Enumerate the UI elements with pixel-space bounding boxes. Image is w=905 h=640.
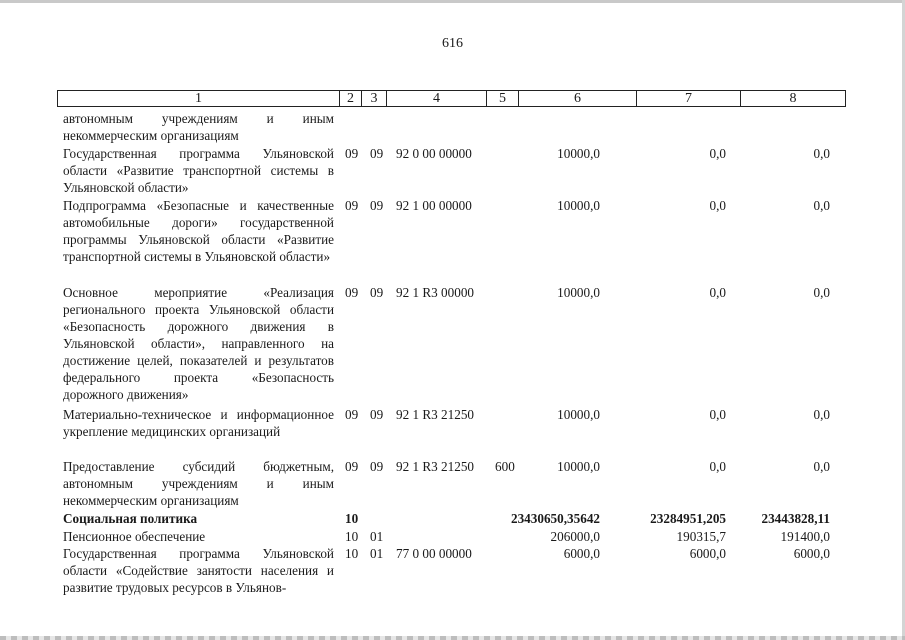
row-value-col7: 190315,7	[676, 529, 726, 544]
row-section-code: 10	[345, 529, 359, 544]
row-value-col8: 6000,0	[793, 546, 830, 561]
row-target-code: 77 0 00 00000	[396, 546, 472, 561]
row-section-code: 10	[345, 546, 359, 561]
page-number: 616	[442, 36, 463, 51]
row-value-col8: 0,0	[813, 459, 830, 474]
row-section-code: 10	[345, 511, 359, 526]
row-target-code: 92 1 R3 21250	[396, 407, 475, 422]
row-description: автономным учреждениям и иным некоммерческим организациям	[63, 111, 334, 143]
row-value-col7: 23284951,205	[650, 511, 726, 526]
row-description: Предоставление субсидий бюджетным, автономным учреждениям и иным некоммерческим организациям	[63, 459, 334, 508]
header-col-3: 3	[362, 91, 387, 106]
row-subsection-code: 09	[370, 285, 384, 300]
row-subsection-code: 09	[370, 459, 384, 474]
row-subsection-code: 09	[370, 407, 384, 422]
row-description: Материально-техническое и информационное укрепление медицинских организаций	[63, 407, 334, 439]
row-section-code: 09	[345, 198, 359, 213]
row-value-col8: 0,0	[813, 285, 830, 300]
table-header	[57, 90, 846, 107]
header-col-6: 6	[519, 91, 637, 106]
row-section-code: 09	[345, 407, 359, 422]
row-value-col6: 10000,0	[557, 146, 600, 161]
row-value-col8: 191400,0	[780, 529, 830, 544]
row-target-code: 92 1 R3 21250	[396, 459, 475, 474]
row-subsection-code: 01	[370, 546, 384, 561]
header-col-2: 2	[340, 91, 362, 106]
scan-edge-top	[0, 0, 905, 3]
scan-edge-bottom	[0, 636, 905, 640]
row-value-col8: 0,0	[813, 407, 830, 422]
row-subsection-code: 09	[370, 146, 384, 161]
header-col-7: 7	[637, 91, 741, 106]
row-description: Государственная программа Ульяновской области «Содействие занятости населения и развитие трудовых ресурсов в Ульянов-	[63, 546, 334, 595]
header-col-8: 8	[789, 91, 797, 106]
row-value-col8: 0,0	[813, 146, 830, 161]
row-target-code: 92 1 R3 00000	[396, 285, 475, 300]
row-value-col6: 206000,0	[550, 529, 600, 544]
row-description: Государственная программа Ульяновской области «Развитие транспортной системы в Ульяновской области»	[63, 146, 334, 195]
row-expense-type: 600	[495, 459, 515, 474]
row-value-col7: 0,0	[709, 198, 726, 213]
row-value-col6: 10000,0	[557, 285, 600, 300]
row-section-code: 09	[345, 459, 359, 474]
row-section-code: 09	[345, 285, 359, 300]
header-col-4: 4	[387, 91, 487, 106]
row-subsection-code: 09	[370, 198, 384, 213]
row-value-col6: 10000,0	[557, 459, 600, 474]
row-value-col7: 0,0	[709, 146, 726, 161]
row-value-col7: 0,0	[709, 285, 726, 300]
header-col-5: 5	[487, 91, 519, 106]
row-value-col8: 23443828,11	[761, 511, 830, 526]
row-description: Пенсионное обеспечение	[63, 529, 206, 544]
row-value-col6: 10000,0	[557, 407, 600, 422]
row-subsection-code: 01	[370, 529, 384, 544]
row-value-col7: 6000,0	[689, 546, 726, 561]
row-description: Социальная политика	[63, 511, 198, 526]
row-description: Основное мероприятие «Реализация регионального проекта Ульяновской области «Безопасность дорожного движения в Ульяновской области», направленного на достижение целей, показателей и результатов федерального проекта «Безопасность дорожного движения»	[63, 285, 334, 402]
row-value-col7: 0,0	[709, 459, 726, 474]
row-target-code: 92 1 00 00000	[396, 198, 472, 213]
row-target-code: 92 0 00 00000	[396, 146, 472, 161]
row-section-code: 09	[345, 146, 359, 161]
header-col-1: 1	[58, 91, 340, 106]
row-value-col8: 0,0	[813, 198, 830, 213]
row-value-col6: 23430650,35642	[510, 511, 600, 526]
row-description: Подпрограмма «Безопасные и качественные автомобильные дороги» государственной программы Ульяновской области «Развитие транспортной системы в Ульяновской области»	[63, 198, 334, 264]
row-value-col7: 0,0	[709, 407, 726, 422]
row-value-col6: 10000,0	[557, 198, 600, 213]
row-value-col6: 6000,0	[563, 546, 600, 561]
